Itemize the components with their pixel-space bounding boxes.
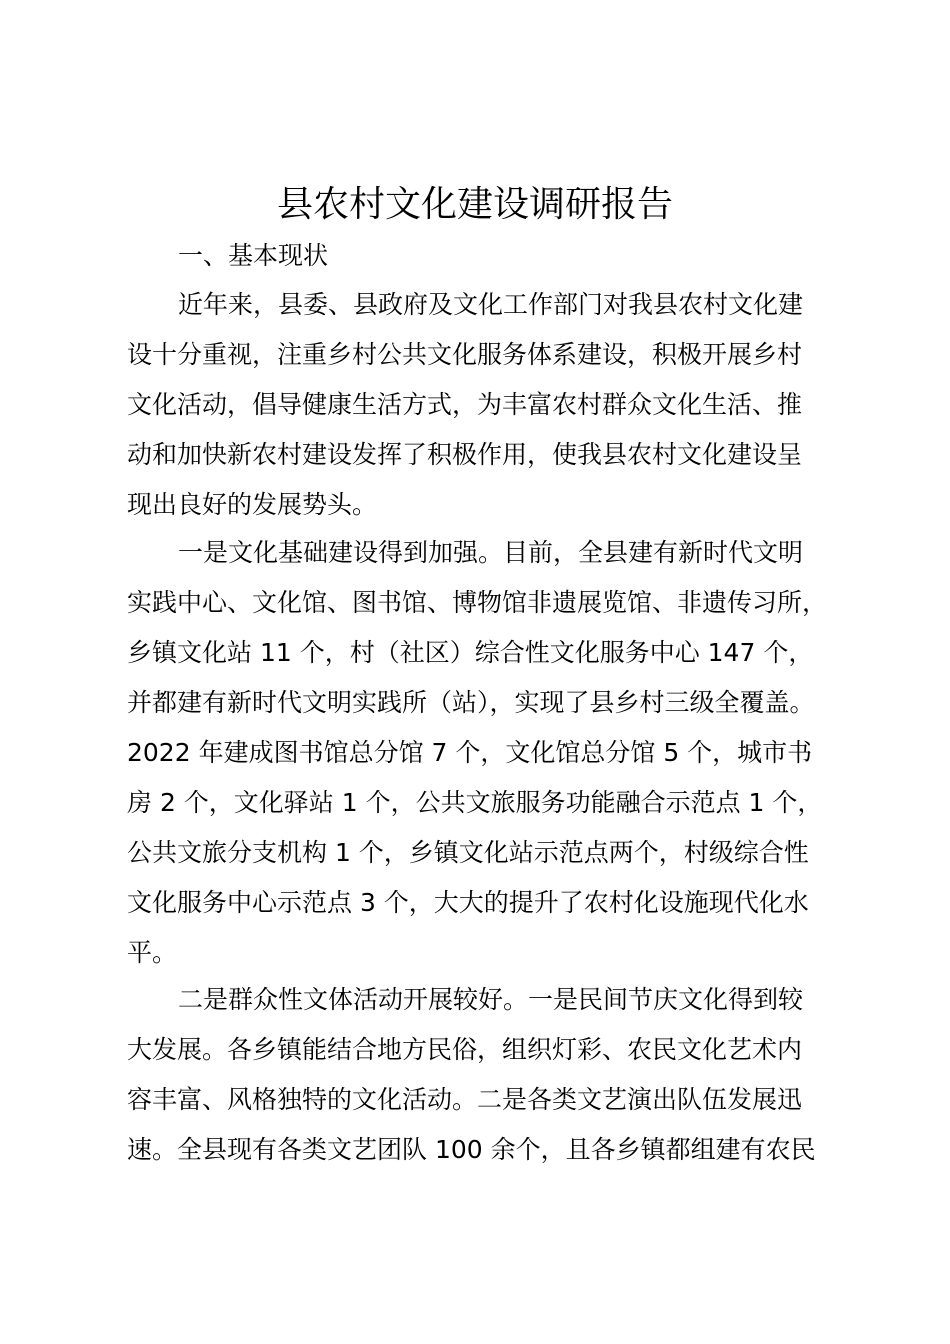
paragraph-line: 乡镇文化站 11 个，村（社区）综合性文化服务中心 147 个， <box>127 638 814 667</box>
paragraph-line: 容丰富、风格独特的文化活动。二是各类文艺演出队伍发展迅 <box>127 1085 803 1114</box>
paragraph-line: 大发展。各乡镇能结合地方民俗，组织灯彩、农民文化艺术内 <box>127 1035 803 1064</box>
paragraph-line: 二是群众性文体活动开展较好。一是民间节庆文化得到较 <box>178 985 804 1014</box>
paragraph-line: 实践中心、文化馆、图书馆、博物馆非遗展览馆、非遗传习所， <box>127 588 828 617</box>
paragraph-line: 文化活动，倡导健康生活方式，为丰富农村群众文化生活、推 <box>127 390 803 419</box>
document-title: 县农村文化建设调研报告 <box>276 184 673 225</box>
paragraph-line: 房 2 个，文化驿站 1 个，公共文旅服务功能融合示范点 1 个， <box>127 788 823 817</box>
paragraph-line: 公共文旅分支机构 1 个，乡镇文化站示范点两个，村级综合性 <box>127 838 809 867</box>
paragraph-line: 一是文化基础建设得到加强。目前，全县建有新时代文明 <box>178 538 804 567</box>
paragraph-line: 设十分重视，注重乡村公共文化服务体系建设，积极开展乡村 <box>127 340 803 369</box>
paragraph-line: 近年来，县委、县政府及文化工作部门对我县农村文化建 <box>178 290 804 319</box>
section-heading: 一、基本现状 <box>178 241 329 270</box>
paragraph-line: 文化服务中心示范点 3 个，大大的提升了农村化设施现代化水 <box>127 888 809 917</box>
paragraph-line: 平。 <box>127 938 178 967</box>
paragraph-activities <box>127 975 847 1175</box>
paragraph-infrastructure <box>127 528 847 978</box>
paragraph-line: 速。全县现有各类文艺团队 100 余个，且各乡镇都组建有农民 <box>127 1135 816 1164</box>
paragraph-line: 现出良好的发展势头。 <box>127 490 378 519</box>
paragraph-line: 2022 年建成图书馆总分馆 7 个，文化馆总分馆 5 个，城市书 <box>127 738 813 767</box>
paragraph-intro <box>127 280 847 530</box>
paragraph-line: 并都建有新时代文明实践所（站），实现了县乡村三级全覆盖。 <box>127 688 815 717</box>
paragraph-line: 动和加快新农村建设发挥了积极作用，使我县农村文化建设呈 <box>127 440 803 469</box>
